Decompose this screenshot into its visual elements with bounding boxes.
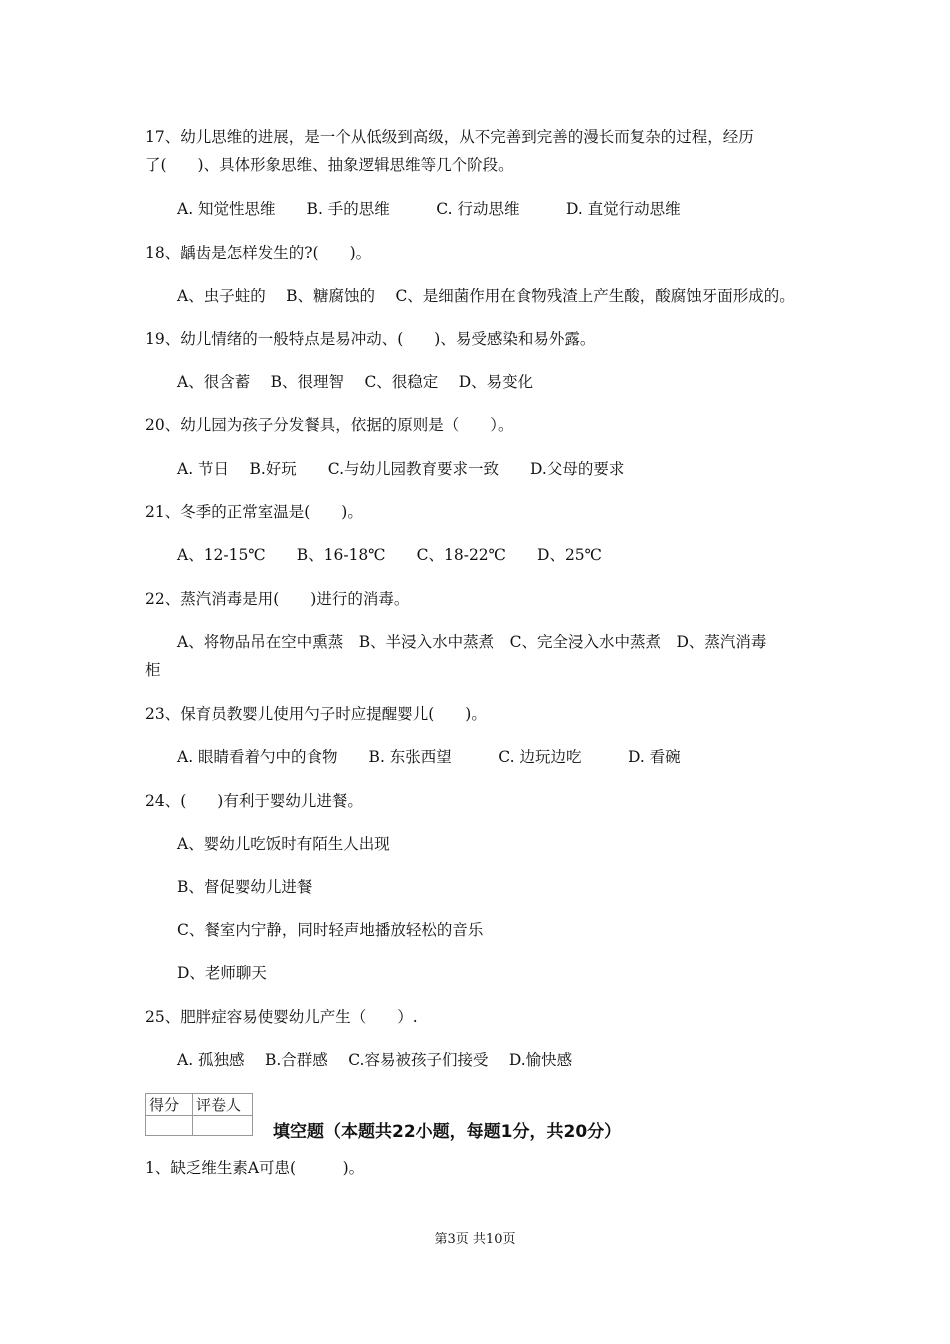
question-24-option-d: D、老师聊天 bbox=[177, 964, 267, 982]
question-24-option-b: B、督促婴幼儿进餐 bbox=[177, 878, 313, 896]
question-24-option-c: C、餐室内宁静，同时轻声地播放轻松的音乐 bbox=[177, 921, 484, 939]
question-22-options: A、将物品吊在空中熏蒸 B、半浸入水中蒸煮 C、完全浸入水中蒸煮 D、蒸汽消毒 bbox=[177, 633, 767, 651]
question-20: 20、幼儿园为孩子分发餐具，依据的原则是（ ）。 bbox=[145, 416, 514, 434]
score-label: 得分 bbox=[146, 1094, 193, 1116]
question-19: 19、幼儿情绪的一般特点是易冲动、( )、易受感染和易外露。 bbox=[145, 330, 596, 348]
question-20-options: A. 节日 B.好玩 C.与幼儿园教育要求一致 D.父母的要求 bbox=[177, 460, 625, 478]
question-25-options: A. 孤独感 B.合群感 C.容易被孩子们接受 D.愉快感 bbox=[177, 1051, 573, 1069]
question-18-options: A、虫子蛀的 B、糖腐蚀的 C、是细菌作用在食物残渣上产生酸，酸腐蚀牙面形成的。 bbox=[177, 287, 795, 305]
question-23: 23、保育员教婴儿使用勺子时应提醒婴儿( )。 bbox=[145, 705, 487, 723]
page-footer: 第3页 共10页 bbox=[434, 1232, 516, 1247]
question-18: 18、龋齿是怎样发生的?( )。 bbox=[145, 244, 372, 262]
question-22: 22、蒸汽消毒是用( )进行的消毒。 bbox=[145, 590, 410, 608]
question-21: 21、冬季的正常室温是( )。 bbox=[145, 503, 363, 521]
question-19-options: A、很含蓄 B、很理智 C、很稳定 D、易变化 bbox=[177, 373, 534, 391]
grader-label: 评卷人 bbox=[193, 1094, 253, 1116]
grader-cell bbox=[193, 1116, 253, 1136]
section-title: 填空题（本题共22小题，每题1分，共20分） bbox=[273, 1122, 622, 1142]
question-23-options: A. 眼睛看着勺中的食物 B. 东张西望 C. 边玩边吃 D. 看碗 bbox=[177, 748, 681, 766]
score-cell bbox=[146, 1116, 193, 1136]
question-24-option-a: A、婴幼儿吃饭时有陌生人出现 bbox=[177, 835, 390, 853]
question-21-options: A、12-15℃ B、16-18℃ C、18-22℃ D、25℃ bbox=[177, 546, 603, 564]
question-22-options-continued: 柜 bbox=[145, 661, 161, 679]
question-17-options: A. 知觉性思维 B. 手的思维 C. 行动思维 D. 直觉行动思维 bbox=[177, 200, 681, 218]
question-17-line-1: 17、幼儿思维的进展，是一个从低级到高级，从不完善到完善的漫长而复杂的过程，经历 bbox=[145, 128, 754, 146]
question-24: 24、( )有利于婴幼儿进餐。 bbox=[145, 792, 363, 810]
fill-question-1: 1、缺乏维生素A可患( )。 bbox=[145, 1159, 365, 1177]
score-box bbox=[145, 1093, 253, 1136]
question-17-line-2: 了( )、具体形象思维、抽象逻辑思维等几个阶段。 bbox=[145, 156, 514, 174]
question-25: 25、肥胖症容易使婴幼儿产生（ ）. bbox=[145, 1008, 418, 1026]
